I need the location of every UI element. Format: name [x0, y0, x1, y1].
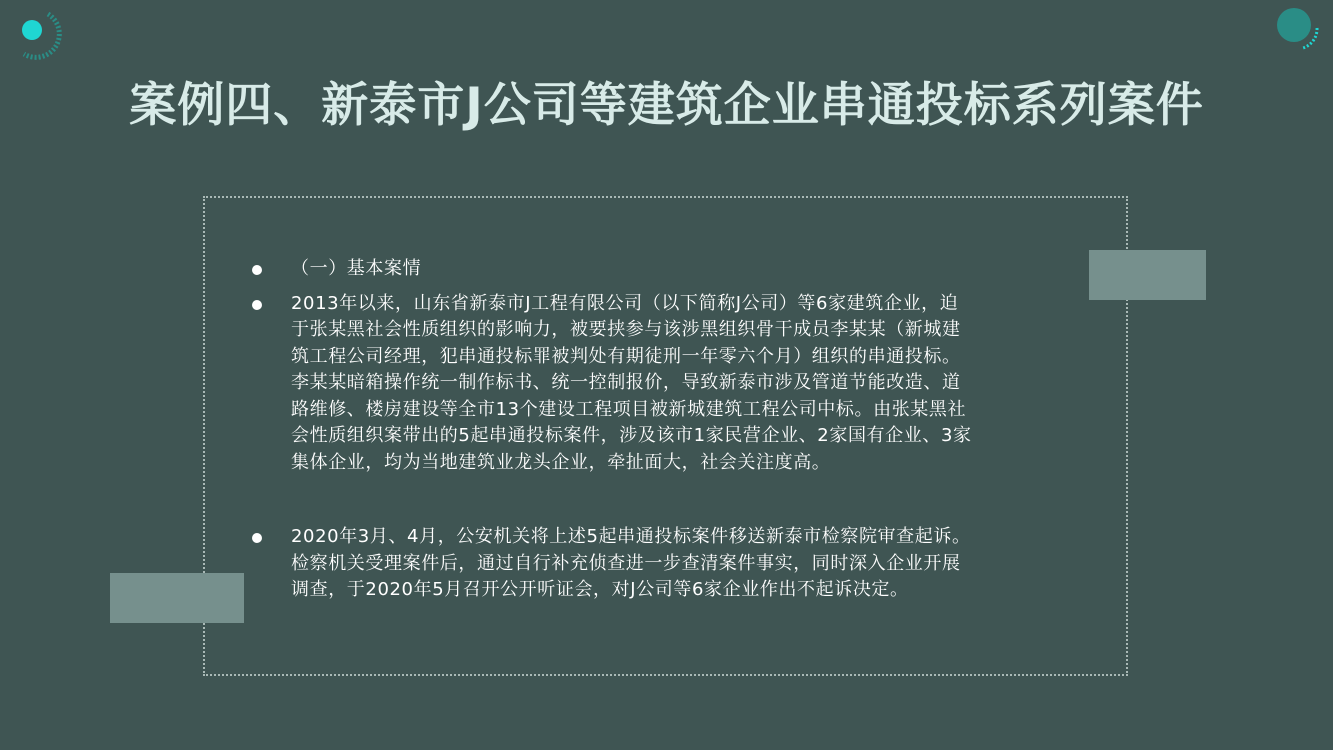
paragraph-line: 会性质组织案带出的5起串通投标案件，涉及该市1家民营企业、2家国有企业、3家: [291, 425, 972, 446]
decorative-block-bottom-left: [110, 573, 244, 623]
circle-logo-icon: [1273, 6, 1319, 52]
case-bullet-list: [248, 256, 1048, 604]
paragraph-line: 检察机关受理案件后，通过自行补充侦查进一步查清案件事实，同时深入企业开展: [291, 552, 961, 574]
list-item-heading: [248, 256, 1048, 283]
bullet-dot-icon: [252, 533, 262, 543]
section-heading: （一）基本案情: [291, 258, 422, 279]
circle-logo-icon: [14, 10, 64, 60]
paragraph-line: 李某某暗箱操作统一制作标书、统一控制报价，导致新泰市涉及管道节能改造、道: [291, 372, 961, 393]
bullet-dot-icon: [252, 300, 262, 310]
paragraph-line: 2020年3月、4月，公安机关将上述5起串通投标案件移送新泰市检察院审查起诉。: [291, 526, 971, 547]
list-item-prosecution: [248, 524, 1048, 604]
list-item-case-facts: [248, 291, 1048, 477]
paragraph-line: 2013年以来，山东省新泰市J工程有限公司（以下简称J公司）等6家建筑企业，迫: [291, 292, 959, 314]
page-title: 案例四、新泰市J公司等建筑企业串通投标系列案件: [129, 78, 1204, 133]
bullet-dot-icon: [252, 265, 262, 275]
paragraph-line: 于张某黑社会性质组织的影响力，被要挟参与该涉黑组织骨干成员李某某（新城建: [291, 319, 961, 340]
paragraph-line: 筑工程公司经理，犯串通投标罪被判处有期徒刑一年零六个月）组织的串通投标。: [291, 345, 961, 367]
paragraph-line: 集体企业，均为当地建筑业龙头企业，牵扯面大，社会关注度高。: [291, 451, 831, 473]
paragraph-line: 调查，于2020年5月召开公开听证会，对J公司等6家企业作出不起诉决定。: [291, 579, 909, 600]
decorative-block-top-right: [1089, 250, 1206, 300]
paragraph-line: 路维修、楼房建设等全市13个建设工程项目被新城建筑工程公司中标。由张某黑社: [291, 398, 967, 420]
